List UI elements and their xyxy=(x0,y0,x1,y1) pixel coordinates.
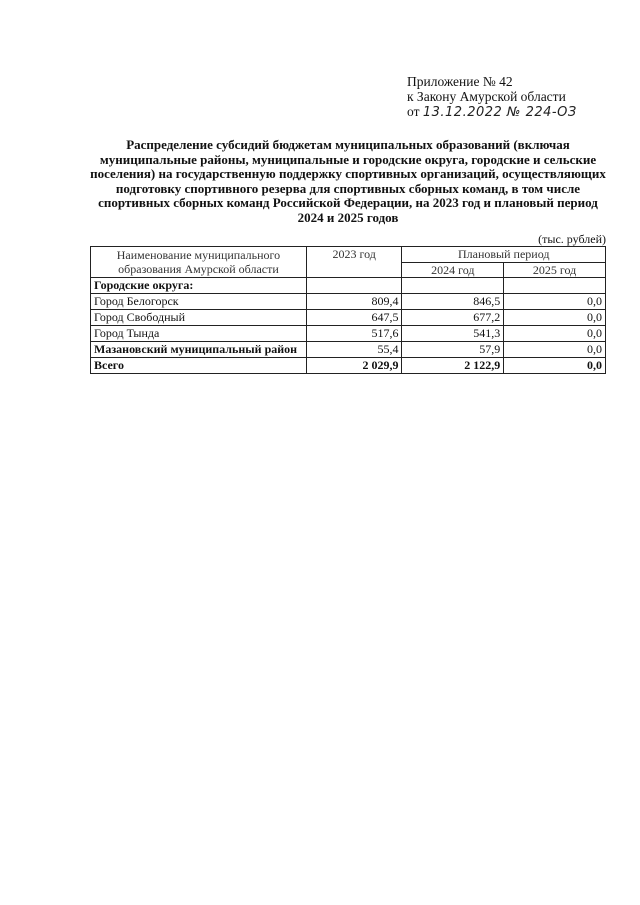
row-2024: 846,5 xyxy=(402,294,504,310)
table-row xyxy=(91,342,606,358)
table-row-total xyxy=(91,358,606,374)
row-2024: 677,2 xyxy=(402,310,504,326)
units-label: (тыс. рублей) xyxy=(538,232,606,246)
header-planned-period: Плановый период xyxy=(402,247,606,263)
appendix-number: Приложение № 42 xyxy=(407,74,513,89)
header-2023: 2023 год xyxy=(306,247,402,278)
row-2025: 0,0 xyxy=(504,326,606,342)
table-header-row xyxy=(91,247,606,263)
row-2025: 0,0 xyxy=(504,342,606,358)
header-2025: 2025 год xyxy=(504,262,606,278)
appendix-header xyxy=(407,74,627,120)
row-2023: 809,4 xyxy=(306,294,402,310)
row-2023: 2 029,9 xyxy=(306,358,402,374)
row-name: Мазановский муниципальный район xyxy=(91,342,307,358)
row-name: Город Белогорск xyxy=(91,294,307,310)
row-2023: 517,6 xyxy=(306,326,402,342)
empty-cell xyxy=(504,278,606,294)
row-2023: 55,4 xyxy=(306,342,402,358)
handwritten-date-number: 13.12.2022 № 224-ОЗ xyxy=(422,105,577,120)
row-2024: 2 122,9 xyxy=(402,358,504,374)
table-row xyxy=(91,326,606,342)
header-municipality: Наименование муниципального образования Амурской области xyxy=(91,247,307,278)
row-name: Всего xyxy=(91,358,307,374)
document-title: Распределение субсидий бюджетам муниципальных образований (включая муниципальные районы, муниципальные и городские округа, городские и сельские поселения) на государственную поддержку спортивных организаций, осуществляющих подготовку спортивного резерва для спортивных сборных команд, в том числе спортивных сборных команд Российской Федерации, на 2023 год и плановый период 2024 и 2025 годов xyxy=(90,137,606,225)
row-name: Город Свободный xyxy=(91,310,307,326)
appendix-date-line xyxy=(407,104,627,120)
subsidy-table xyxy=(90,246,606,374)
table-row xyxy=(91,294,606,310)
row-name: Город Тында xyxy=(91,326,307,342)
row-2023: 647,5 xyxy=(306,310,402,326)
empty-cell xyxy=(306,278,402,294)
row-2024: 541,3 xyxy=(402,326,504,342)
appendix-law-reference: к Закону Амурской области xyxy=(407,89,566,104)
empty-cell xyxy=(402,278,504,294)
row-2025: 0,0 xyxy=(504,358,606,374)
table-row xyxy=(91,310,606,326)
row-2025: 0,0 xyxy=(504,310,606,326)
row-2024: 57,9 xyxy=(402,342,504,358)
table-row-group xyxy=(91,278,606,294)
appendix-date-prefix: от xyxy=(407,104,420,119)
group-label: Городские округа: xyxy=(91,278,307,294)
row-2025: 0,0 xyxy=(504,294,606,310)
header-2024: 2024 год xyxy=(402,262,504,278)
